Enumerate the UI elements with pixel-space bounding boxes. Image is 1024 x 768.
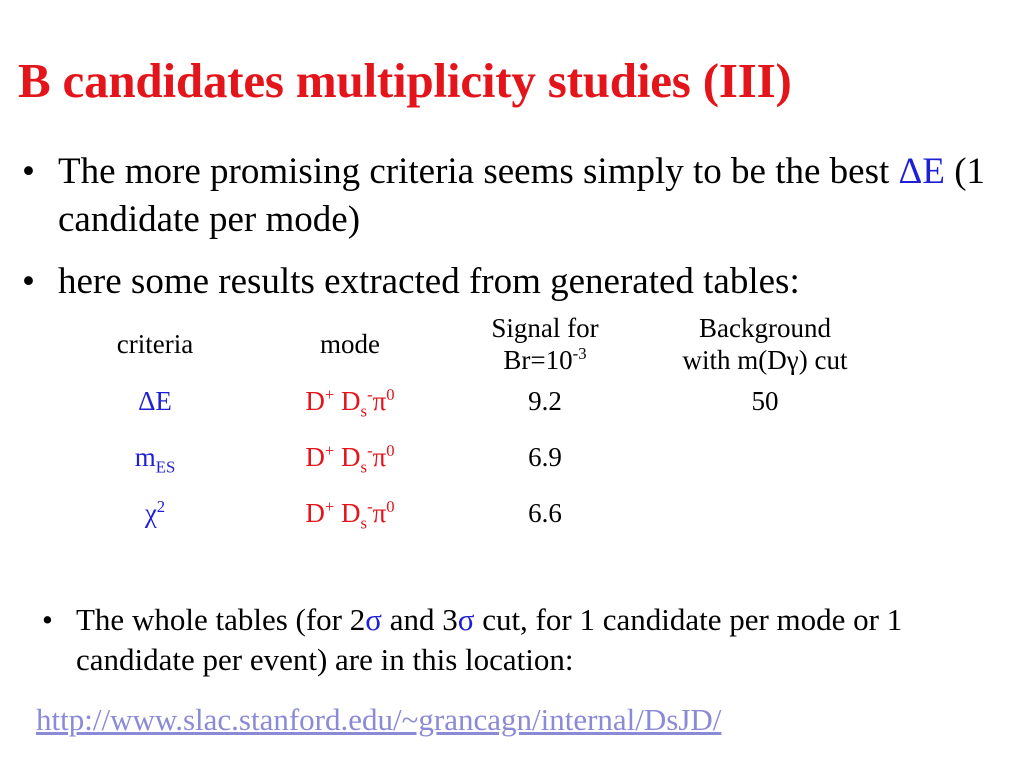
row-mode: D+ $D_s^-\pi^0$ (305, 497, 395, 533)
table-row (60, 380, 890, 436)
row-mode: D+ $D_s^-\pi^0$ (305, 385, 395, 421)
table-row (60, 436, 890, 492)
row-mode: D+ $D_s^-\pi^0$ (305, 441, 395, 477)
row-criteria: ΔE (138, 386, 172, 416)
row-background (640, 436, 890, 492)
bullet-list-secondary (42, 600, 1002, 680)
row-background: 50 (751, 386, 779, 416)
header-signal-line1: Signal for (491, 313, 599, 343)
results-table (60, 312, 890, 548)
row-criteria: $\chi^2$ (144, 497, 166, 528)
header-criteria: criteria (116, 329, 194, 359)
row-signal: 9.2 (528, 386, 562, 416)
slide-title: B candidates multiplicity studies (III) (18, 53, 792, 108)
table-row (60, 492, 890, 548)
header-signal-exponent: -3 (572, 344, 587, 363)
table-header-row (60, 312, 890, 380)
bullet-text: cut, for 1 candidate per mode or 1 candidate per event) are in this location: (76, 602, 903, 677)
bullet-text: The more promising criteria seems simply to be the best (58, 151, 899, 192)
sigma-symbol: σ (365, 602, 382, 637)
bullet-list (22, 148, 1012, 320)
bullet-icon: • (22, 151, 35, 192)
header-background-line1: Background (699, 313, 831, 343)
header-signal (450, 312, 640, 380)
row-criteria: $m_{ES}$ (134, 442, 176, 477)
tables-link[interactable]: http://www.slac.stanford.edu/~grancagn/internal/DsJD/ (36, 702, 722, 737)
bullet-item-tables-location (42, 600, 1002, 680)
row-signal: 6.9 (528, 442, 562, 472)
sigma-symbol: σ (457, 602, 475, 637)
bullet-item-results (22, 258, 1012, 306)
bullet-icon: • (42, 602, 53, 637)
header-signal-line2: Br=10 (503, 345, 573, 375)
row-signal: 6.6 (528, 498, 562, 528)
bullet-text: (1 candidate per mode) (58, 151, 986, 240)
bullet-text: and 3 (381, 602, 458, 637)
bullet-item-criteria (22, 148, 1012, 244)
row-background (640, 492, 890, 548)
header-background (640, 312, 890, 380)
delta-e-highlight: ΔE (898, 151, 945, 192)
bullet-icon: • (22, 261, 35, 302)
bullet-text: here some results extracted from generated tables: (58, 261, 800, 302)
header-mode: mode (320, 329, 380, 359)
header-background-line2: with m(Dγ) cut (682, 345, 848, 375)
bullet-text: The whole tables (for 2 (76, 602, 366, 637)
